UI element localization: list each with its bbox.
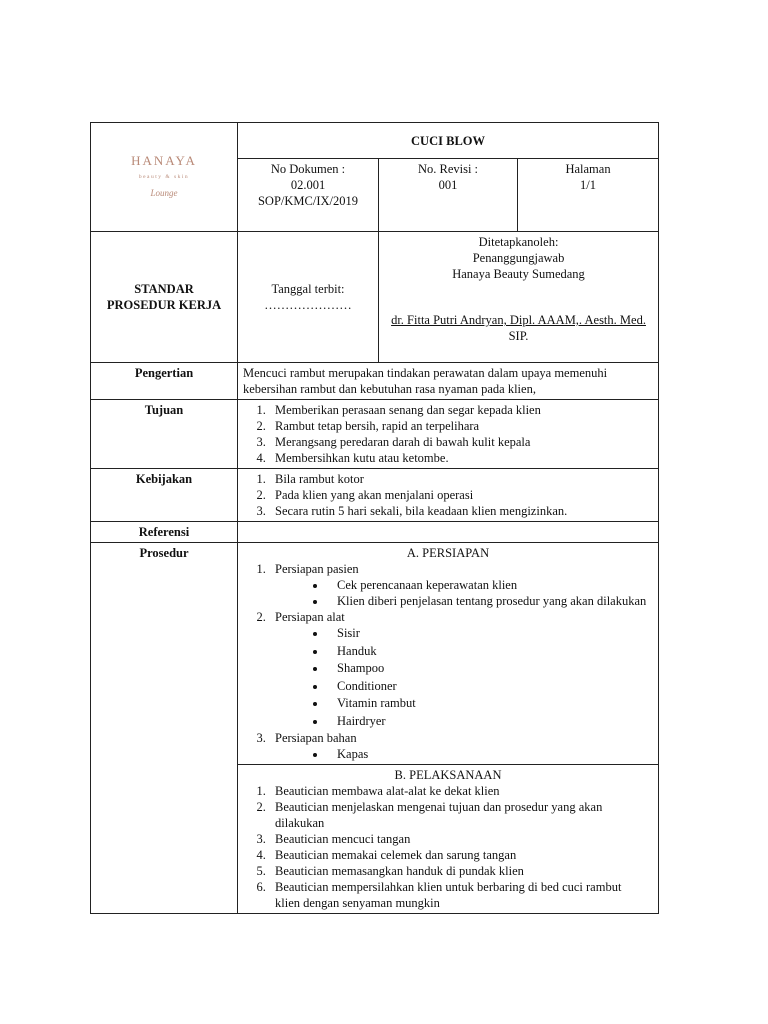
kebijakan-item: 2. Pada klien yang akan menjalani operasi	[269, 487, 653, 503]
logo-name: HANAYA	[131, 153, 197, 168]
kebijakan-cell	[238, 469, 659, 522]
alat-item: • Hairdryer	[327, 713, 653, 731]
tujuan-item: 1. Memberikan perasaan senang dan segar kepada klien	[269, 402, 653, 418]
pelaksanaan-item: 4. Beautician memakai celemek dan sarung tangan	[269, 847, 639, 863]
bahan-item: • Kapas	[327, 746, 653, 762]
persiapan-heading: A. PERSIAPAN	[406, 546, 490, 560]
pelaksanaan-item: 2. Beautician menjelaskan mengenai tujuan dan prosedur yang akan dilakukan	[269, 799, 639, 831]
tujuan-item: 2. Rambut tetap bersih, rapid an terpelihara	[269, 418, 653, 434]
persiapan-bahan-label: Persiapan bahan	[275, 731, 357, 745]
pasien-list	[275, 577, 653, 609]
referensi-label: Referensi	[91, 522, 238, 543]
no-dokumen-value2: SOP/KMC/IX/2019	[257, 194, 359, 208]
kebijakan-item: 1. Bila rambut kotor	[269, 471, 653, 487]
sop-label-line2: PROSEDUR KERJA	[106, 298, 222, 312]
kebijakan-item: 3. Secara rutin 5 hari sekali, bila keadaan klien mengizinkan.	[269, 503, 653, 519]
pelaksanaan-list	[243, 783, 653, 911]
persiapan-bahan-item	[269, 730, 653, 762]
pengertian-label: Pengertian	[91, 363, 238, 400]
logo-cell	[91, 123, 238, 232]
no-revisi-label: No. Revisi :	[417, 162, 479, 176]
no-dokumen-value1: 02.001	[290, 178, 326, 192]
no-revisi-cell	[379, 159, 518, 232]
pengertian-text: Mencuci rambut merupakan tindakan perawatan dalam upaya memenuhi kebersihan rambut dan kebutuhan rasa nyaman pada klien,	[238, 363, 659, 400]
sip-label: SIP.	[508, 329, 529, 343]
bahan-list	[275, 746, 653, 762]
pelaksanaan-item: 3. Beautician mencuci tangan	[269, 831, 639, 847]
document-title: CUCI BLOW	[238, 123, 659, 159]
tujuan-cell	[238, 400, 659, 469]
alat-item: • Handuk	[327, 643, 653, 661]
ditetapkan-label: Ditetapkanoleh:	[478, 235, 559, 249]
pelaksanaan-cell	[238, 765, 659, 914]
pelaksanaan-item: 6. Beautician mempersilahkan klien untuk berbaring di bed cuci rambut klien dengan senyaman mungkin	[269, 879, 639, 911]
tujuan-label: Tujuan	[91, 400, 238, 469]
company-logo	[96, 153, 232, 201]
tujuan-item: 3. Merangsang peredaran darah di bawah kulit kepala	[269, 434, 653, 450]
kebijakan-list	[243, 471, 653, 519]
persiapan-pasien-label: Persiapan pasien	[275, 562, 359, 576]
alat-item: • Shampoo	[327, 660, 653, 678]
sop-table	[90, 122, 659, 914]
persiapan-cell	[238, 543, 659, 765]
tanggal-label: Tanggal terbit:	[271, 282, 345, 296]
pelaksanaan-heading: B. PELAKSANAAN	[394, 768, 502, 782]
pelaksanaan-item: 1. Beautician membawa alat-alat ke dekat klien	[269, 783, 639, 799]
tujuan-list	[243, 402, 653, 466]
halaman-value: 1/1	[580, 178, 596, 192]
tanggal-value: …………………	[264, 298, 352, 312]
alat-item: • Vitamin rambut	[327, 695, 653, 713]
persiapan-list	[243, 561, 653, 762]
logo-script: Lounge	[150, 188, 178, 198]
halaman-cell	[518, 159, 659, 232]
persiapan-alat-label: Persiapan alat	[275, 610, 345, 624]
pelaksanaan-item: 5. Beautician memasangkan handuk di pundak klien	[269, 863, 639, 879]
penanggung-label: Penanggungjawab	[472, 251, 565, 265]
prosedur-label: Prosedur	[91, 543, 238, 914]
persiapan-pasien-item	[269, 561, 653, 609]
kebijakan-label: Kebijakan	[91, 469, 238, 522]
persiapan-alat-item	[269, 609, 653, 730]
ditetapkan-cell	[379, 232, 659, 363]
alat-item: • Conditioner	[327, 678, 653, 696]
sop-label-line1: STANDAR	[134, 282, 194, 296]
no-revisi-value: 001	[438, 178, 458, 192]
alat-list	[275, 625, 653, 730]
halaman-label: Halaman	[565, 162, 611, 176]
tujuan-item: 4. Membersihkan kutu atau ketombe.	[269, 450, 653, 466]
sop-label-cell	[91, 232, 238, 363]
logo-tagline: beauty & skin	[138, 174, 190, 180]
signatory-name: dr. Fitta Putri Andryan, Dipl. AAAM,. Aesth. Med.	[391, 313, 646, 327]
company-name: Hanaya Beauty Sumedang	[452, 267, 585, 281]
no-dokumen-cell	[238, 159, 379, 232]
pasien-item: • Klien diberi penjelasan tentang prosedur yang akan dilakukan	[327, 593, 653, 609]
no-dokumen-label: No Dokumen :	[270, 162, 346, 176]
alat-item: • Sisir	[327, 625, 653, 643]
pasien-item: • Cek perencanaan keperawatan klien	[327, 577, 653, 593]
referensi-content	[238, 522, 659, 543]
tanggal-cell	[238, 232, 379, 363]
